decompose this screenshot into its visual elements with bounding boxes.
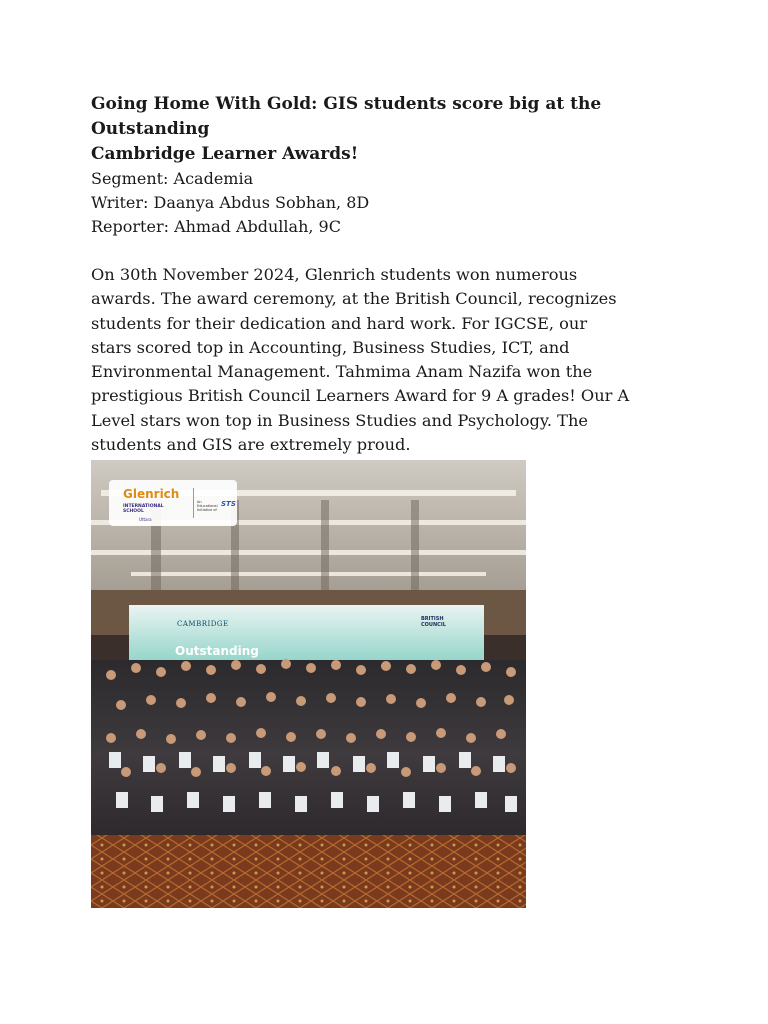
logo-name: Glenrich <box>123 487 180 501</box>
logo-location: Uttara <box>139 517 152 522</box>
photo-scene <box>91 460 526 908</box>
article-title <box>91 92 691 167</box>
body-line: awards. The award ceremony, at the British Council, recognizes <box>91 289 617 309</box>
banner-british-council: BRITISH COUNCIL <box>421 616 446 628</box>
logo-divider <box>193 488 194 518</box>
logo-subtitle: INTERNATIONAL SCHOOL <box>123 504 164 514</box>
carpet <box>91 835 526 908</box>
banner-title: Outstanding <box>175 644 259 658</box>
writer-line: Writer: Daanya Abdus Sobhan, 8D <box>91 193 370 212</box>
body-line: students and GIS are extremely proud. <box>91 435 411 455</box>
article <box>91 92 691 457</box>
article-title-line-2: Cambridge Learner Awards! <box>91 144 359 164</box>
body-line: prestigious British Council Learners Award for 9 A grades! Our A <box>91 386 630 406</box>
body-line: stars scored top in Accounting, Business Studies, ICT, and <box>91 337 570 357</box>
body-line: Level stars won top in Business Studies and Psychology. The <box>91 410 588 430</box>
school-logo <box>109 480 237 526</box>
body-line: Environmental Management. Tahmima Anam Nazifa won the <box>91 362 593 382</box>
banner-cambridge: CAMBRIDGE <box>177 620 229 628</box>
body-line: students for their dedication and hard work. For IGCSE, our <box>91 313 588 333</box>
segment-line: Segment: Academia <box>91 169 254 188</box>
partner-mark: STS <box>221 500 236 508</box>
body-line: On 30th November 2024, Glenrich students won numerous <box>91 265 578 284</box>
award-ceremony-photo <box>91 460 526 908</box>
partner-text: An Educational Initiative of <box>197 500 218 512</box>
article-body <box>91 263 691 457</box>
reporter-line: Reporter: Ahmad Abdullah, 9C <box>91 217 341 236</box>
article-title-line-1: Going Home With Gold: GIS students score big at the Outstanding <box>91 94 602 139</box>
